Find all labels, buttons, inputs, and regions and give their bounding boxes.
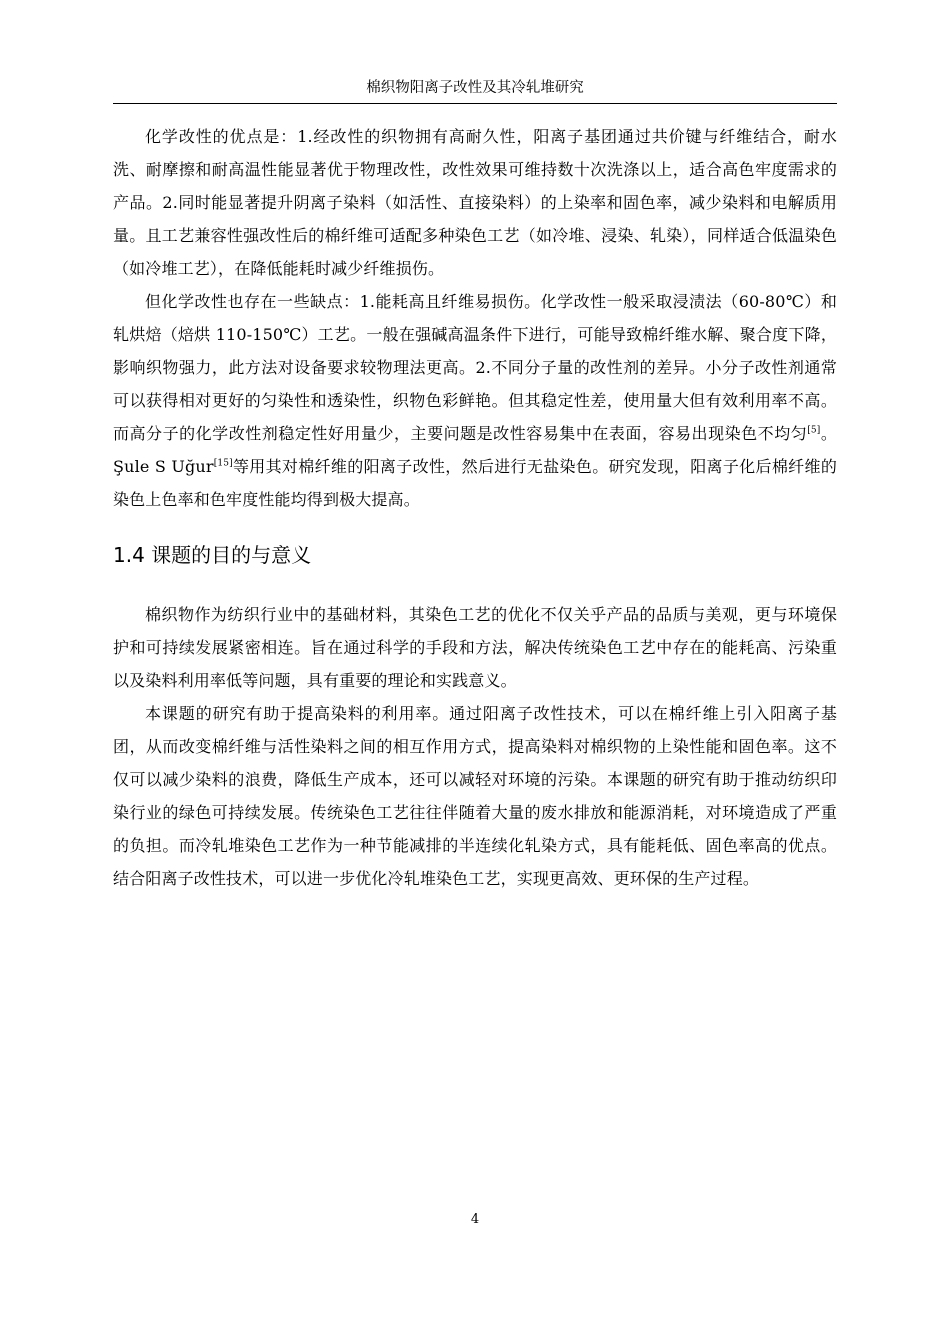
paragraph-chemical-modification-disadvantages bbox=[113, 285, 837, 516]
paragraph-text: 等用其对棉纤维的阳离子改性，然后进行无盐染色。研究发现，阳离子化后棉纤维的染色上色率和色牢度性能均得到极大提高。 bbox=[113, 457, 837, 509]
document-body bbox=[113, 120, 837, 895]
running-title: 棉织物阳离子改性及其冷轧堆研究 bbox=[366, 80, 584, 96]
paragraph-purpose: 棉织物作为纺织行业中的基础材料，其染色工艺的优化不仅关乎产品的品质与美观，更与环境保护和可持续发展紧密相连。旨在通过科学的手段和方法，解决传统染色工艺中存在的能耗高、污染重以及染料利用率低等问题，具有重要的理论和实践意义。 bbox=[113, 605, 837, 690]
paragraph-text: 。Şule S Uğur bbox=[113, 424, 837, 476]
citation-reference: [5] bbox=[807, 425, 821, 436]
page-number: 4 bbox=[470, 1212, 480, 1227]
citation-reference: [15] bbox=[213, 458, 233, 469]
page-header bbox=[113, 78, 837, 104]
paragraph-significance: 本课题的研究有助于提高染料的利用率。通过阳离子改性技术，可以在棉纤维上引入阳离子基团，从而改变棉纤维与活性染料之间的相互作用方式，提高染料对棉织物的上染性能和固色率。这不仅可以减少染料的浪费，降低生产成本，还可以减轻对环境的污染。本课题的研究有助于推动纺织印染行业的绿色可持续发展。传统染色工艺往往伴随着大量的废水排放和能源消耗，对环境造成了严重的负担。而冷轧堆染色工艺作为一种节能减排的半连续化轧染方式，具有能耗低、固色率高的优点。结合阳离子改性技术，可以进一步优化冷轧堆染色工艺，实现更高效、更环保的生产过程。 bbox=[113, 704, 837, 888]
paragraph-text: 但化学改性也存在一些缺点：1.能耗高且纤维易损伤。化学改性一般采取浸渍法（60-80℃）和轧烘焙（焙烘 110-150℃）工艺。一般在强碱高温条件下进行，可能导致棉纤维水解、聚合度下降，影响织物强力，此方法对设备要求较物理法更高。2.不同分子量的改性剂的差异。小分子改性剂通常可以获得相对更好的匀染性和透染性，织物色彩鲜艳。但其稳定性差，使用量大但有效利用率不高。而高分子的化学改性剂稳定性好用量少，主要问题是改性容易集中在表面，容易出现染色不均匀 bbox=[113, 292, 837, 443]
paragraph-chemical-modification-advantages: 化学改性的优点是：1.经改性的织物拥有高耐久性，阳离子基团通过共价键与纤维结合，耐水洗、耐摩擦和耐高温性能显著优于物理改性，改性效果可维持数十次洗涤以上，适合高色牢度需求的产品。2.同时能显著提升阴离子染料（如活性、直接染料）的上染率和固色率，减少染料和电解质用量。且工艺兼容性强改性后的棉纤维可适配多种染色工艺（如冷堆、浸染、轧染），同样适合低温染色（如冷堆工艺），在降低能耗时减少纤维损伤。 bbox=[113, 127, 837, 278]
section-heading: 1.4 课题的目的与意义 bbox=[113, 543, 312, 567]
